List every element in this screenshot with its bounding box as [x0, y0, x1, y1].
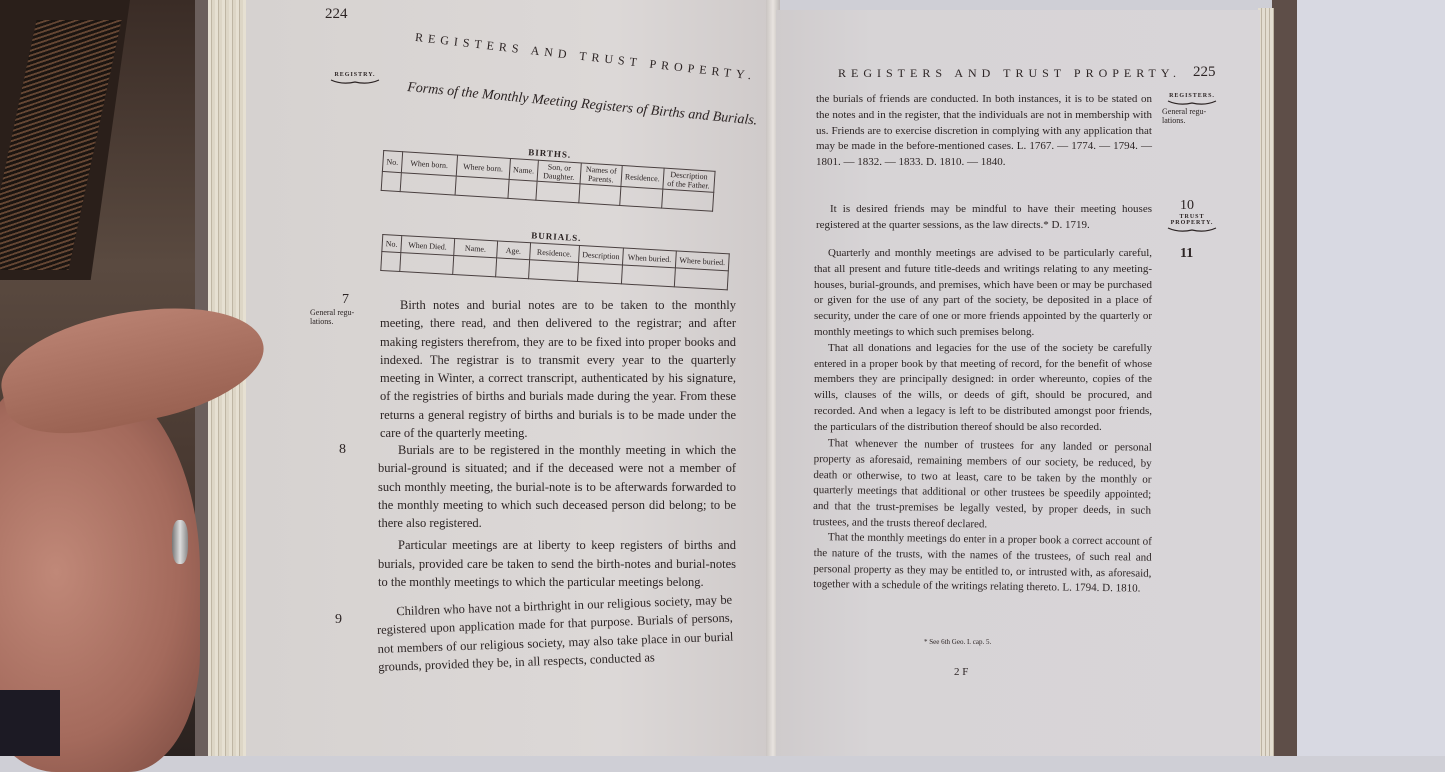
burials-col: When buried. — [623, 248, 677, 268]
births-col: Names of Parents. — [580, 163, 622, 187]
births-col: No. — [382, 151, 402, 173]
births-col: When born. — [401, 152, 457, 176]
paragraph: Quarterly and monthly meetings are advised to be particularly careful, that all present and future title-deeds and writings relating to any meeting-houses, burial-grounds, and premises, which have been or may be purchased or given for the use of any part of the society, be deposited in a place of security, under the care of one or more friends appointed by the quarterly or monthly meetings to which such premises belong. — [814, 247, 1152, 338]
side-heading-registers — [1162, 93, 1222, 125]
births-col: Residence. — [621, 166, 664, 190]
section-7-text — [380, 296, 736, 442]
sleeve — [0, 690, 60, 756]
section-title: Forms of the Monthly Meeting Registers of Births and Burials. — [406, 80, 758, 129]
side-heading-trust-property — [1164, 214, 1220, 234]
running-head-right: REGISTERS AND TRUST PROPERTY. — [838, 66, 1181, 80]
margin-note-general-regulations: General regu-lations. — [310, 308, 355, 326]
right-page — [776, 10, 1260, 756]
side-heading-label: TRUST PROPERTY. — [1170, 214, 1214, 226]
births-col: Where born. — [456, 155, 510, 179]
paragraph: Children who have not a birthright in our religious society, may be registered upon application made for that purpose. Burials of persons, not members of our religious society, may also take place in our burial grounds, provided they be, in all respects, conducted as — [376, 592, 734, 674]
section-number-8: 8 — [339, 442, 346, 457]
side-heading-registry — [330, 72, 380, 86]
signature-mark: 2 F — [954, 666, 969, 678]
burials-col: When Died. — [401, 236, 455, 256]
brace-ornament-icon — [330, 78, 380, 86]
paragraph: That whenever the number of trustees for any landed or personal property as aforesaid, remaining members of our society, be reduced, by death or otherwise, to two at least, care to be taken by the monthly or quarterly meetings that additional or other trustees be speedily appointed; and that the trust-premises be legally vested, by proper deeds, in such trustees, and the trusts thereof declared. — [812, 436, 1152, 530]
running-head-left: REGISTERS AND TRUST PROPERTY. — [414, 30, 757, 83]
births-form — [381, 138, 716, 212]
side-heading-label: REGISTERS. — [1169, 93, 1215, 99]
brace-ornament-icon — [1167, 99, 1217, 107]
footnote: * See 6th Geo. I. cap. 5. — [924, 638, 992, 646]
section-number-10: 10 — [1180, 198, 1194, 213]
burials-col: No. — [382, 235, 402, 253]
burials-col: Residence. — [529, 243, 579, 263]
section-9-text — [376, 591, 734, 677]
section-number-7: 7 — [342, 292, 349, 307]
burials-col: Age. — [496, 241, 530, 260]
section-number-11: 11 — [1180, 246, 1194, 261]
continuation-text — [816, 92, 1152, 171]
paragraph: Burials are to be registered in the monthly meeting in which the burial-ground is situated; and if the deceased were not a member of such monthly meeting, the burial-note is to be afterwards forwarded to the monthly meeting to which such deceased person did belong; to be there also registered. — [378, 443, 736, 531]
section-number-9: 9 — [335, 612, 342, 627]
background-right — [1295, 0, 1445, 756]
paragraph: Birth notes and burial notes are to be taken to the monthly meeting, there read, and then delivered to the registrar; and after making registers therefrom, they are to be fixed into proper books and indexed. The registrar is to transmit every year to the quarterly meeting in Winter, a correct transcript, authenticated by his signature, of the registries of births and burials made during the year. From these returns a general registry of births and burials is to be made under the care of the quarterly meeting. — [380, 298, 736, 441]
births-table-label: BIRTHS. — [527, 147, 572, 160]
burials-form — [380, 222, 730, 290]
page-number-left: 224 — [325, 6, 348, 22]
burials-col: Where buried. — [676, 251, 730, 271]
book-fore-edge-right — [1258, 8, 1274, 756]
book-cover-right — [1272, 0, 1297, 756]
margin-note-general-regulations: General regu-lations. — [1162, 107, 1207, 125]
burials-col: Name. — [454, 239, 498, 258]
brace-ornament-icon — [1167, 226, 1217, 234]
paragraph: the burials of friends are conducted. In both instances, it is to be stated on the notes and in the register, that the individuals are not in membership with us. Friends are to exercise discretion in complying with any application that may be made in the before-mentioned cases. L. 1767. — 1774. — 1794. — 1801. — 1832. — 1833. D. 1810. — 1840. — [816, 93, 1152, 169]
ring — [172, 520, 188, 564]
burials-col: Description — [578, 245, 623, 264]
paragraph: Particular meetings are at liberty to keep registers of births and burials, provided care be taken to send the birth-notes and burial-notes to the monthly meetings to which the particular meetings belong. — [378, 538, 736, 590]
section-8-text — [378, 441, 736, 591]
left-page — [246, 0, 772, 756]
paragraph: That all donations and legacies for the use of the society be carefully entered in a proper book by that meeting of record, for the benefit of whose members they are principally designed: in order whereunto, copies of the wills, clauses of the wills, or deeds of gift, should be procured, and recorded. And when a legacy is left to be distributed amongst poor friends, the particulars of the distribution thereof should be also recorded. — [814, 341, 1152, 433]
paragraph: That the monthly meetings do enter in a proper book a correct account of the nature of the trusts, with the names of the trustees, of such real and personal property as they may be entitled to, or intrusted with, as aforesaid, together with a schedule of the writings relating thereto. L. 1794. D. 1810. — [813, 531, 1152, 596]
side-heading-label: REGISTRY. — [334, 72, 376, 78]
section-10-text — [816, 202, 1152, 234]
paragraph: It is desired friends may be mindful to have their meeting houses registered at the quarter sessions, as the law directs.* D. 1719. — [816, 203, 1152, 231]
burials-table-label: BURIALS. — [531, 230, 582, 244]
births-col: Description of the Father. — [663, 168, 715, 192]
page-number-right: 225 — [1193, 64, 1216, 80]
section-11-text — [814, 246, 1152, 594]
births-col: Name. — [509, 158, 538, 181]
births-col: Son, or Daughter. — [537, 160, 581, 184]
